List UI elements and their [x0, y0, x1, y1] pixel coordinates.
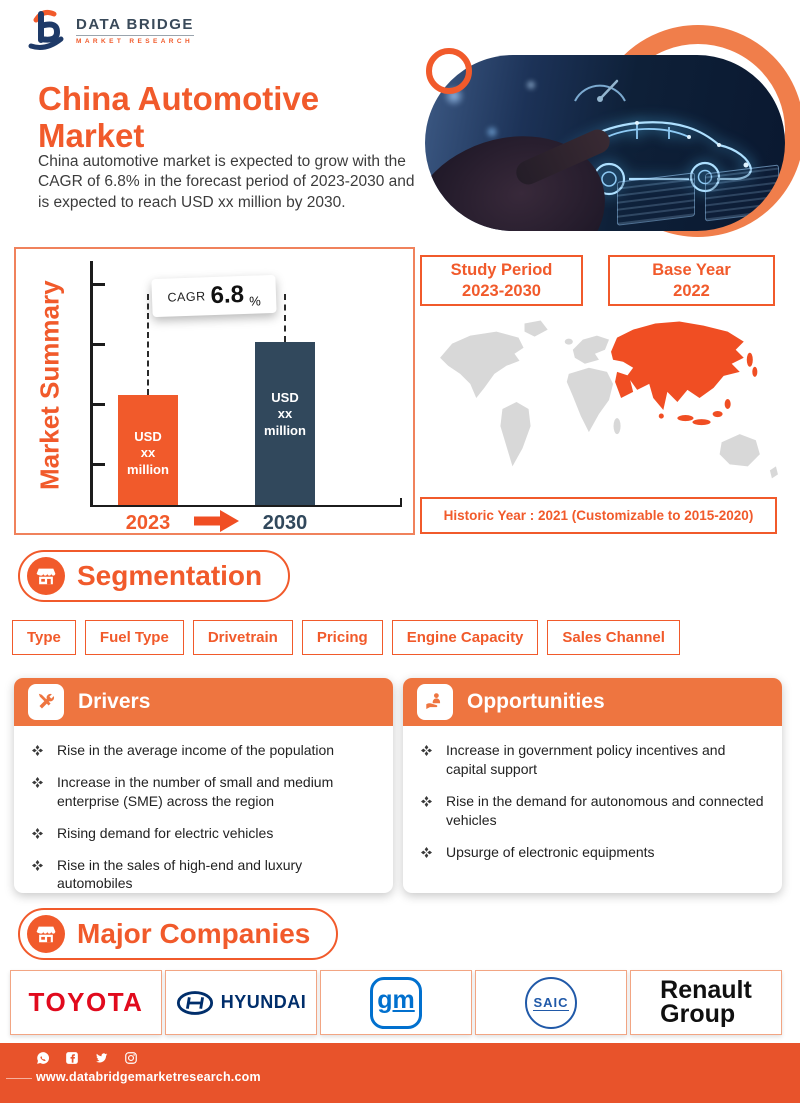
diamond-bullet-icon: [32, 745, 43, 756]
bokeh-light: [485, 125, 499, 139]
cagr-unit: %: [248, 293, 261, 309]
cagr-value: 6.8: [210, 280, 245, 310]
bar-label-line: million: [264, 422, 306, 438]
driver-item: [32, 773, 375, 811]
chip-type[interactable]: Type: [12, 620, 76, 655]
hyundai-wordmark: HYUNDAI: [220, 992, 307, 1012]
bar-label-line: USD: [271, 389, 299, 405]
historic-year-box: Historic Year : 2021 (Customizable to 2015-2020): [420, 497, 777, 534]
brand-text: [76, 8, 194, 45]
opportunities-card: [403, 678, 782, 893]
bar-label-line: USD: [134, 428, 162, 444]
tools-icon: [28, 684, 64, 720]
bar-label-line: xx: [277, 406, 293, 422]
chart-y-axis: [90, 261, 93, 507]
drivers-list: [14, 726, 393, 893]
gm-badge-outline: [370, 977, 422, 1029]
opportunity-item: [421, 843, 764, 862]
hand-person-icon: [417, 684, 453, 720]
world-map: [426, 313, 788, 495]
opportunities-list: [403, 726, 782, 861]
bokeh-light: [525, 79, 537, 91]
forecast-arrow-icon: [194, 510, 239, 532]
brand-name: DATA BRIDGE: [76, 16, 194, 36]
opportunity-text: Upsurge of electronic equipments: [446, 843, 655, 860]
opportunity-item: [421, 741, 764, 779]
bar-2023: [118, 395, 178, 505]
driver-text: Increase in the number of small and medium enterprise (SME) across the region: [57, 773, 334, 809]
study-period-label: Study Period: [450, 260, 553, 279]
cagr-label: CAGR: [167, 289, 206, 305]
y-axis-tick: [92, 343, 105, 346]
renault-wordmark: [660, 975, 752, 1028]
diamond-bullet-icon: [421, 847, 432, 858]
bar-2023-value-label: [118, 429, 178, 479]
diamond-bullet-icon: [32, 777, 43, 788]
cagr-dashed-connector: [147, 294, 149, 395]
page-title: [38, 80, 438, 155]
gm-wordmark: gm: [377, 986, 415, 1014]
opportunity-text: Rise in the demand for autonomous and connected vehicles: [446, 792, 764, 828]
market-summary-title: Market Summary: [34, 280, 65, 490]
driver-text: Rising demand for electric vehicles: [57, 824, 274, 841]
twitter-icon[interactable]: [94, 1051, 109, 1065]
major-companies-header: [18, 908, 338, 960]
instagram-icon[interactable]: [124, 1051, 138, 1065]
brand-tagline: MARKET RESEARCH: [76, 38, 194, 45]
bar-label-line: million: [127, 461, 169, 477]
chip-pricing[interactable]: Pricing: [302, 620, 383, 655]
footer-divider-line: [6, 1078, 32, 1079]
dashboard-panel-graphic: [705, 164, 779, 221]
cagr-callout: [151, 275, 276, 317]
chip-drivetrain[interactable]: Drivetrain: [193, 620, 293, 655]
driver-text: Rise in the sales of high-end and luxury automobiles: [57, 856, 303, 892]
whatsapp-icon[interactable]: [36, 1051, 50, 1065]
diamond-bullet-icon: [421, 796, 432, 807]
saic-circle-outline: [525, 977, 577, 1029]
decorative-ring-small: [426, 48, 472, 94]
footer-bar: [0, 1043, 800, 1103]
social-icons: [36, 1051, 138, 1065]
cagr-dashed-connector: [284, 294, 286, 342]
storefront-icon: [27, 557, 65, 595]
toyota-logo: [10, 970, 162, 1035]
storefront-icon: [27, 915, 65, 953]
study-period-box: [420, 255, 583, 306]
base-year-box: [608, 255, 775, 306]
segmentation-header: [18, 550, 290, 602]
segmentation-chips: [12, 620, 680, 655]
market-forecast-bar-chart: [90, 261, 402, 534]
page-description: China automotive market is expected to grow with the CAGR of 6.8% in the forecast period of 2023-2030 and is expected to reach USD xx million by 2030.: [38, 153, 415, 211]
data-bridge-logo-icon: [28, 8, 68, 55]
chip-fuel-type[interactable]: Fuel Type: [85, 620, 184, 655]
renault-logo: [630, 970, 782, 1035]
base-year-value: 2022: [673, 281, 710, 300]
diamond-bullet-icon: [32, 860, 43, 871]
website-url[interactable]: www.databridgemarketresearch.com: [36, 1070, 261, 1084]
gm-logo: [320, 970, 472, 1035]
chart-x-axis: [90, 505, 402, 508]
renault-line1: Renault: [660, 975, 752, 1004]
company-logos: [10, 970, 782, 1035]
hero-image-car-hologram: [425, 55, 785, 231]
opportunities-header: [403, 678, 782, 726]
hyundai-oval-icon: [176, 990, 214, 1016]
driver-item: [32, 741, 375, 760]
saic-wordmark: SAIC: [533, 994, 569, 1010]
y-axis-tick: [92, 403, 105, 406]
page-title-line1: China Automotive: [38, 80, 320, 117]
drivers-title: Drivers: [78, 690, 151, 713]
base-year-label: Base Year: [652, 260, 731, 279]
driver-item: [32, 824, 375, 843]
dashboard-panel-graphic: [617, 172, 695, 226]
driver-item: [32, 856, 375, 894]
brand-logo: [28, 8, 194, 55]
chip-engine-capacity[interactable]: Engine Capacity: [392, 620, 539, 655]
facebook-icon[interactable]: [65, 1051, 79, 1065]
study-period-value: 2023-2030: [462, 281, 541, 300]
x-label-2030: 2030: [262, 512, 308, 534]
diamond-bullet-icon: [421, 745, 432, 756]
y-axis-tick: [92, 283, 105, 286]
driver-text: Rise in the average income of the population: [57, 742, 335, 758]
x-label-2023: 2023: [125, 512, 171, 534]
chip-sales-channel[interactable]: Sales Channel: [547, 620, 680, 655]
bar-2030: [255, 342, 315, 505]
saic-logo: [475, 970, 627, 1035]
bar-label-line: xx: [140, 445, 156, 461]
hyundai-logo: [165, 970, 317, 1035]
market-summary-panel: [14, 247, 415, 535]
drivers-header: [14, 678, 393, 726]
renault-line2: Group: [660, 999, 736, 1028]
asia-highlight-region: [611, 322, 757, 426]
segmentation-title: Segmentation: [77, 560, 263, 591]
opportunities-title: Opportunities: [467, 690, 605, 713]
y-axis-tick: [92, 463, 105, 466]
page-title-line2: Market: [38, 117, 145, 155]
opportunity-text: Increase in government policy incentives and capital support: [446, 742, 726, 777]
diamond-bullet-icon: [32, 828, 43, 839]
major-companies-title: Major Companies: [77, 918, 311, 949]
opportunity-item: [421, 792, 764, 830]
bar-2030-value-label: [255, 390, 315, 440]
drivers-card: [14, 678, 393, 893]
x-axis-end-tick: [400, 498, 403, 507]
toyota-wordmark: TOYOTA: [28, 987, 144, 1017]
